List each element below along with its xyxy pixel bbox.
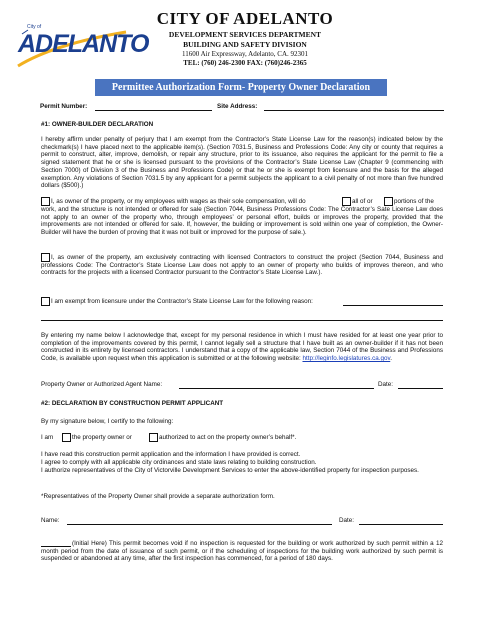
authorized-agent-checkbox[interactable] bbox=[149, 433, 158, 442]
statement-read: I have read this construction permit application and the information I have provided is correct. bbox=[41, 451, 301, 458]
logo-text: ADELANTO bbox=[18, 30, 149, 58]
all-of-label: all of or bbox=[352, 198, 373, 205]
i-am-label: I am bbox=[41, 434, 54, 441]
applicant-name-label: Name: bbox=[41, 517, 60, 524]
exempt-reason-field-line2[interactable] bbox=[41, 320, 443, 321]
option1-text: I, as owner of the property, or my employees with wages as their sole compensation, will do bbox=[51, 198, 306, 205]
applicant-date-label: Date: bbox=[339, 517, 355, 524]
option3-text: I am exempt from licensure under the Contractor’s State License Law for the following reason: bbox=[51, 298, 313, 305]
property-owner-label: the property owner or bbox=[72, 434, 132, 441]
owner-name-label: Property Owner or Authorized Agent Name: bbox=[41, 381, 163, 388]
initial-statement: (Initial Here) This permit becomes void if no inspection is requested for the building or work authorized by such permit within a 12 month period from the date of issuance of such permit, or if the scheduling of inspections for the building work authorized by such permit is suspended or abandoned at any time, after the first inspection has commenced, for a period of 180 days. bbox=[41, 540, 443, 563]
representatives-note: *Representatives of the Property Owner shall provide a separate authorization form. bbox=[41, 493, 275, 500]
owner-date-field[interactable] bbox=[398, 388, 443, 389]
applicant-name-field[interactable] bbox=[67, 524, 332, 525]
portions-label: portions of the bbox=[394, 198, 434, 205]
authorized-agent-label: authorized to act on the property owner’s behalf*. bbox=[159, 434, 297, 441]
page-title: CITY OF ADELANTO bbox=[156, 9, 334, 28]
permit-number-field[interactable] bbox=[95, 110, 212, 111]
owner-builder-checkbox[interactable] bbox=[41, 197, 50, 206]
phone-text: TEL: (760) 246-2300 FAX: (760)246-2365 bbox=[183, 59, 307, 67]
form-banner: Permittee Authorization Form- Property Owner Declaration bbox=[95, 79, 387, 96]
certify-text: By my signature below, I certify to the following: bbox=[41, 418, 174, 425]
owner-date-label: Date: bbox=[378, 381, 394, 388]
legislature-link[interactable]: http://leginfo.legislatures.ca.gov bbox=[302, 355, 391, 363]
permit-number-label: Permit Number: bbox=[40, 103, 88, 110]
owner-name-field[interactable] bbox=[179, 388, 374, 389]
acknowledgement-body: By entering my name below I acknowledge that, except for my personal residence in which I must have resided for at least one year prior to completion of the improvements covered by this permit, I cannot legally sell a structure that I have built as an owner-builder if it has not been constructed in its entirety by licensed contractors. I understand that a copy of the applicable law, Section 7044 of the Business and Professions Code, is available upon request when this application is submitted or at the following website: bbox=[41, 332, 443, 363]
property-owner-checkbox[interactable] bbox=[62, 433, 71, 442]
exempt-checkbox[interactable] bbox=[41, 297, 50, 306]
statement-comply: I agree to comply with all applicable city ordinances and state laws relating to building construction. bbox=[41, 459, 317, 466]
city-logo bbox=[8, 8, 149, 70]
logo-small-text: City of bbox=[27, 24, 42, 30]
section2-heading: #2: DECLARATION BY CONSTRUCTION PERMIT APPLICANT bbox=[41, 400, 224, 407]
division-name: BUILDING AND SAFETY DIVISION bbox=[183, 40, 307, 49]
portions-checkbox[interactable] bbox=[384, 197, 393, 206]
address-text: 11600 Air Expressway, Adelanto, CA. 92301 bbox=[181, 50, 309, 58]
option1-continued: work, and the structure is not intended or offered for sale (Section 7044, Business Professions Code: The Contractor’s Sate License Law does not apply to an owner of the property who, through employees’ or personal effort, builds or improves the property, provided that the improvements are not intended or offered for sale. If, however, the building or improvement is sold within one year of completion, the Owner-Builder will have the burden of proving that it was not built or improved for the purpose of sale.). bbox=[41, 206, 443, 237]
exempt-reason-field[interactable] bbox=[343, 305, 443, 306]
statement-authorize: I authorize representatives of the City of Victorville Development Services to enter the above-identified property for inspection purposes. bbox=[41, 467, 419, 474]
site-address-field[interactable] bbox=[264, 110, 444, 111]
option2-text: I, as owner of the property, am exclusively contracting with licensed Contractors to construct the project (Section 7044, Business and professions Code: The Contractor’s State License Law does not apply to an owner of property who builds of improves thereon, and who contracts for the projects with a licensed Contractor pursuant to the Contractor’s State License Law.). bbox=[41, 254, 443, 277]
site-address-label: Site Address: bbox=[217, 103, 258, 110]
section1-heading: #1: OWNER-BUILDER DECLARATION bbox=[41, 121, 154, 128]
section1-intro: I hereby affirm under penalty of perjury that I am exempt from the Contractor’s State License Law for the reason(s) indicated below by the checkmark(s) I have placed next to the applicable item(s). (Section 7031.5, Business and Professions Code: Any city or county that requires a permit to construct, alter, improve, demolish, or repair any structure, prior to its issuance, also requires the applicant for the permit to file a signed statement that he or she is licensed pursuant to the provisions of the Contractor’s State License Law (Chapter 9 (commencing with Section 7000) of Division 3 of the Business and Professions Code) or that he or she is exempt from licensure and the basis for the alleged exemption. Any violations of Section 7031.5 by any applicant for a permit subjects the applicant to a civil penalty of not more than five hundred dollars ($500).) bbox=[41, 136, 443, 190]
all-of-checkbox[interactable] bbox=[342, 197, 351, 206]
department-name: DEVELOPMENT SERVICES DEPARTMENT bbox=[168, 30, 322, 39]
acknowledgement-text: By entering my name below I acknowledge that, except for my personal residence in which I must have resided for at least one year prior to completion of the improvements covered by this permit, I cannot legally sell a structure that I have built as an owner-builder if it has not been constructed in its entirety by licensed contractors. I understand that a copy of the applicable law, Section 7044 of the Business and Professions Code, is available upon request when this application is submitted or at the following website: http://leginfo.legislatures.ca.gov. bbox=[41, 332, 443, 363]
applicant-date-field[interactable] bbox=[359, 524, 443, 525]
